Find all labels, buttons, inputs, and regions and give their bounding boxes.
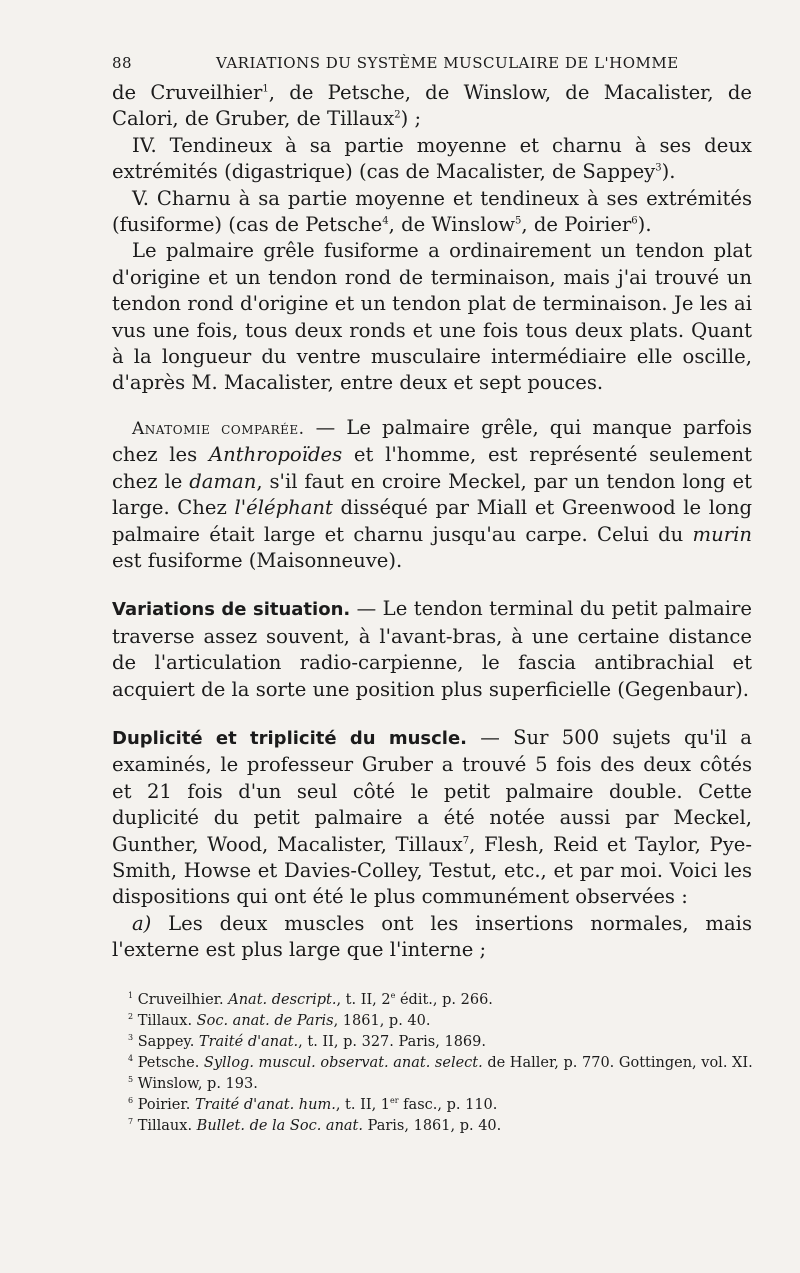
footnote-number: 4 <box>128 1054 134 1064</box>
running-title: VARIATIONS DU SYSTÈME MUSCULAIRE DE L'HOMME <box>216 54 679 72</box>
section-anatomie-comparee: Anatomie comparée. — Le palmaire grêle, qui manque parfois chez les Anthropoïdes et l'homme, est représenté seulement chez le daman, s'il faut en croire Meckel, par un tendon long et large. Chez l'éléphant disséqué par Miall et Greenwood le long palmaire était large et charnu jusqu'au carpe. Celui du murin est fusiforme (Maisonneuve). <box>112 415 752 572</box>
section-heading: Duplicité et triplicité du muscle. <box>112 727 468 749</box>
footnote-ref: 4 <box>382 215 389 227</box>
footnote-number: 1 <box>128 991 134 1001</box>
paragraph-continuation: de Cruveilhier$^1$, de Petsche, de Winslow, de Macalister, de Calori, de Gruber, de Tillaux$^2$) ; <box>112 81 752 131</box>
footnote: $^6$ Poirier. Traité d'anat. hum., t. II, 1er fasc., p. 110. <box>128 1096 498 1113</box>
page <box>112 50 752 964</box>
footnote-ref: 5 <box>515 215 522 227</box>
footnote-number: 5 <box>128 1075 134 1085</box>
section-heading: Anatomie comparée. <box>132 418 305 439</box>
section-variations-situation: Variations de situation. — Le tendon terminal du petit palmaire traverse assez souvent, à l'avant-bras, à une certaine distance de l'articulation radio-carpienne, le fascia antibrachial et acquiert de la sorte une position plus superficielle (Gegenbaur). <box>112 597 753 701</box>
footnote: $^5$ Winslow, p. 193. <box>128 1075 258 1092</box>
paragraph-fusiforme: Le palmaire grêle fusiforme a ordinairement un tendon plat d'origine et un tendon rond de terminaison, mais j'ai trouvé un tendon rond d'origine et un tendon plat de terminaison. Je les ai vus une fois, tous deux ronds et une fois tous deux plats. Quant à la longueur du ventre musculaire intermédiaire elle oscille, d'après M. Macalister, entre deux et sept pouces. <box>112 239 752 395</box>
page-number: 88 <box>112 54 133 72</box>
body-text <box>112 80 752 964</box>
list-item-a: a) Les deux muscles ont les insertions normales, mais l'externe est plus large que l'interne ; <box>112 911 752 962</box>
footnote-ref: 1 <box>262 83 269 95</box>
footnote-number: 2 <box>128 1012 134 1022</box>
footnote-ref: 6 <box>631 215 638 227</box>
footnote: $^7$ Tillaux. Bullet. de la Soc. anat. Paris, 1861, p. 40. <box>128 1117 502 1134</box>
footnote: $^2$ Tillaux. Soc. anat. de Paris, 1861, p. 40. <box>128 1012 431 1029</box>
footnote-number: 6 <box>128 1096 134 1106</box>
section-heading: Variations de situation. <box>112 599 351 621</box>
paragraph-case-v: V. Charnu à sa partie moyenne et tendineux à ses extrémités (fusiforme) (cas de Petsche$^4$, de Winslow$^5$, de Poirier$^6$). <box>112 186 752 237</box>
footnote: $^4$ Petsche. Syllog. muscul. observat. anat. select. de Haller, p. 770. Gottingen, vol. XI. <box>128 1054 753 1071</box>
section-duplicite: Duplicité et triplicité du muscle. — Sur 500 sujets qu'il a examinés, le professeur Gruber a trouvé 5 fois des deux côtés et 21 fois d'un seul côté le petit palmaire double. Cette duplicité du petit palmaire a été notée aussi par Meckel, Gunther, Wood, Macalister, Tillaux$^7$, Flesh, Reid et Taylor, Pye-Smith, Howse et Davies-Colley, Testut, etc., et par moi. Voici les dispositions qui ont été le plus communément observées : <box>112 725 752 909</box>
paragraph-case-iv: IV. Tendineux à sa partie moyenne et charnu à ses deux extrémités (digastrique) (cas de Macalister, de Sappey$^3$). <box>112 133 752 184</box>
footnote-number: 3 <box>128 1033 134 1043</box>
footnote-ref: 2 <box>394 109 401 121</box>
footnote-ref: 3 <box>655 162 662 174</box>
footnotes <box>128 990 758 1137</box>
footnote-number: 7 <box>128 1117 134 1127</box>
list-marker: a) <box>132 911 152 935</box>
running-header <box>112 50 752 80</box>
footnote: $^1$ Cruveilhier. Anat. descript., t. II, 2e édit., p. 266. <box>128 991 493 1008</box>
footnote-ref: 7 <box>462 835 470 847</box>
footnote: $^3$ Sappey. Traité d'anat., t. II, p. 327. Paris, 1869. <box>128 1033 486 1050</box>
